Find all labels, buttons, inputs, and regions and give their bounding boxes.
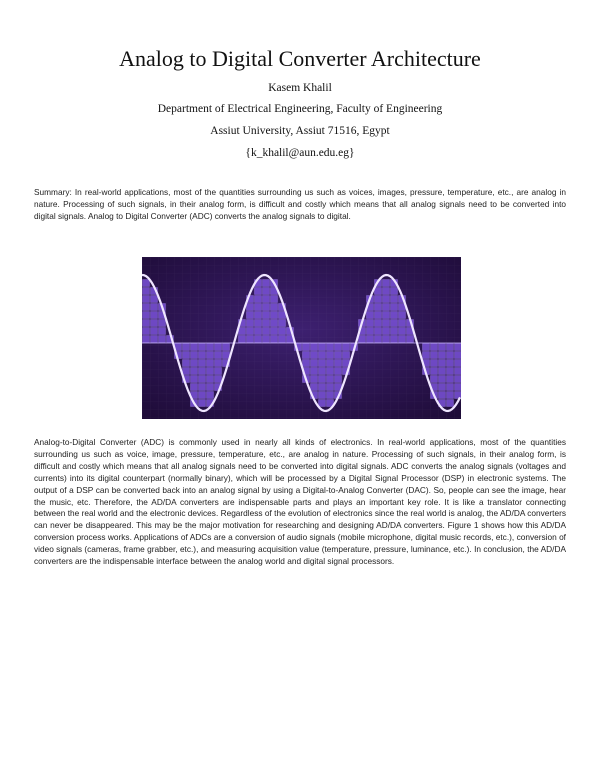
quantization-bar xyxy=(279,336,286,343)
quantization-bar xyxy=(151,312,158,319)
quantization-bar xyxy=(151,304,158,311)
quantization-bar xyxy=(375,288,382,295)
quantization-bar xyxy=(375,304,382,311)
quantization-bar xyxy=(439,352,446,359)
summary-paragraph: Summary: In real-world applications, most of the quantities surrounding us such as voices, images, pressure, temperature, etc., are analog in nature. Processing of such signals, in their analog form, is difficult and costly which means that all analog signals need to be converted into digital signals. Analog to Digital Converter (ADC) converts the analog signals to digital. xyxy=(34,187,566,221)
quantization-bar xyxy=(399,328,406,335)
quantization-bar xyxy=(455,344,462,351)
quantization-bar xyxy=(263,328,270,335)
quantization-bar xyxy=(375,296,382,303)
quantization-bar xyxy=(151,328,158,335)
quantization-bar xyxy=(367,320,374,327)
quantization-bar xyxy=(335,368,342,375)
quantization-bar xyxy=(399,336,406,343)
quantization-bar xyxy=(143,280,150,287)
quantization-bar xyxy=(319,400,326,407)
quantization-bar xyxy=(399,320,406,327)
quantization-bar xyxy=(319,360,326,367)
quantization-bar xyxy=(327,384,334,391)
quantization-bar xyxy=(199,384,206,391)
quantization-bar xyxy=(375,328,382,335)
quantization-bar xyxy=(423,344,430,351)
quantization-bar xyxy=(431,360,438,367)
quantization-bar xyxy=(255,288,262,295)
quantization-bar xyxy=(247,320,254,327)
quantization-bar xyxy=(455,368,462,375)
quantization-bar xyxy=(367,328,374,335)
quantization-bar xyxy=(271,296,278,303)
quantization-bar xyxy=(271,336,278,343)
quantization-bar xyxy=(215,352,222,359)
quantization-bar xyxy=(199,368,206,375)
quantization-bar xyxy=(263,296,270,303)
quantization-bar xyxy=(407,336,414,343)
author-name: Kasem Khalil xyxy=(268,82,332,94)
quantization-bar xyxy=(207,344,214,351)
quantization-bar xyxy=(199,344,206,351)
quantization-bar xyxy=(255,296,262,303)
quantization-bar xyxy=(271,304,278,311)
quantization-bar xyxy=(143,288,150,295)
quantization-bar xyxy=(319,376,326,383)
quantization-bar xyxy=(399,312,406,319)
quantization-bar xyxy=(367,336,374,343)
quantization-bar xyxy=(447,400,454,407)
quantization-bar xyxy=(383,304,390,311)
quantization-bar xyxy=(447,376,454,383)
quantization-bar xyxy=(263,312,270,319)
quantization-bar xyxy=(383,336,390,343)
quantization-bar xyxy=(319,392,326,399)
quantization-bar xyxy=(279,320,286,327)
quantization-bar xyxy=(239,328,246,335)
quantization-bar xyxy=(151,336,158,343)
department: Department of Electrical Engineering, Faculty of Engineering xyxy=(157,103,443,115)
quantization-bar xyxy=(191,344,198,351)
quantization-bar xyxy=(391,336,398,343)
quantization-bar xyxy=(191,384,198,391)
quantization-bar xyxy=(311,384,318,391)
quantization-bar xyxy=(223,352,230,359)
quantization-bar xyxy=(263,280,270,287)
quantization-bar xyxy=(247,328,254,335)
quantization-bar xyxy=(247,336,254,343)
quantization-bar xyxy=(335,352,342,359)
quantization-bar xyxy=(191,376,198,383)
sampled-sine-wave-illustration xyxy=(142,257,461,419)
quantization-bar xyxy=(215,376,222,383)
quantization-bar xyxy=(335,376,342,383)
quantization-bar xyxy=(447,344,454,351)
quantization-bar xyxy=(439,384,446,391)
quantization-bar xyxy=(391,320,398,327)
quantization-bar xyxy=(199,376,206,383)
quantization-bar xyxy=(359,336,366,343)
quantization-bar xyxy=(223,344,230,351)
quantization-bar xyxy=(319,352,326,359)
quantization-bar xyxy=(247,312,254,319)
quantization-bar xyxy=(143,336,150,343)
quantization-bar xyxy=(319,368,326,375)
quantization-bar xyxy=(431,352,438,359)
quantization-bar xyxy=(255,304,262,311)
quantization-bar xyxy=(439,392,446,399)
quantization-bar xyxy=(207,352,214,359)
quantization-bar xyxy=(383,288,390,295)
quantization-bar xyxy=(191,368,198,375)
quantization-bar xyxy=(271,320,278,327)
quantization-bar xyxy=(303,352,310,359)
quantization-bar xyxy=(311,376,318,383)
quantization-bar xyxy=(271,328,278,335)
quantization-bar xyxy=(151,320,158,327)
quantization-bar xyxy=(327,376,334,383)
quantization-bar xyxy=(375,320,382,327)
quantization-bar xyxy=(375,312,382,319)
quantization-bar xyxy=(447,392,454,399)
quantization-bar xyxy=(455,360,462,367)
quantization-bar xyxy=(143,320,150,327)
quantization-bar xyxy=(319,384,326,391)
quantization-bar xyxy=(143,304,150,311)
quantization-bar xyxy=(439,368,446,375)
quantization-bar xyxy=(183,352,190,359)
quantization-bar xyxy=(303,360,310,367)
quantization-bar xyxy=(303,344,310,351)
quantization-bar xyxy=(327,368,334,375)
quantization-bar xyxy=(207,360,214,367)
quantization-bar xyxy=(367,312,374,319)
quantization-bar xyxy=(199,352,206,359)
quantization-bar xyxy=(391,288,398,295)
quantization-bar xyxy=(383,320,390,327)
quantization-bar xyxy=(191,360,198,367)
quantization-bar xyxy=(327,352,334,359)
university: Assiut University, Assiut 71516, Egypt xyxy=(210,125,390,137)
quantization-bar xyxy=(431,376,438,383)
quantization-bar xyxy=(455,352,462,359)
quantization-bar xyxy=(255,336,262,343)
quantization-bar xyxy=(319,344,326,351)
quantization-bar xyxy=(447,384,454,391)
quantization-bar xyxy=(215,344,222,351)
quantization-bar xyxy=(447,360,454,367)
quantization-bar xyxy=(263,320,270,327)
quantization-bar xyxy=(311,360,318,367)
quantization-bar xyxy=(263,336,270,343)
quantization-bar xyxy=(247,304,254,311)
quantization-bar xyxy=(431,368,438,375)
quantization-bar xyxy=(439,376,446,383)
quantization-bar xyxy=(183,360,190,367)
quantization-bar xyxy=(143,328,150,335)
quantization-bar xyxy=(151,296,158,303)
quantization-bar xyxy=(343,344,350,351)
quantization-bar xyxy=(311,352,318,359)
quantization-bar xyxy=(159,328,166,335)
quantization-bar xyxy=(159,336,166,343)
quantization-bar xyxy=(383,280,390,287)
quantization-bar xyxy=(311,344,318,351)
quantization-bar xyxy=(391,304,398,311)
quantization-bar xyxy=(199,392,206,399)
quantization-bar xyxy=(159,320,166,327)
quantization-bar xyxy=(391,328,398,335)
quantization-bar xyxy=(375,336,382,343)
quantization-bar xyxy=(207,392,214,399)
email: {k_khalil@aun.edu.eg} xyxy=(245,147,355,159)
quantization-bar xyxy=(271,312,278,319)
quantization-bar xyxy=(143,296,150,303)
quantization-bar xyxy=(207,368,214,375)
quantization-bar xyxy=(335,344,342,351)
quantization-bar xyxy=(199,360,206,367)
quantization-bar xyxy=(311,368,318,375)
quantization-bar xyxy=(215,368,222,375)
quantization-bar xyxy=(383,328,390,335)
quantization-bar xyxy=(431,344,438,351)
quantization-bar xyxy=(207,376,214,383)
quantization-bar xyxy=(327,360,334,367)
quantization-bar xyxy=(335,360,342,367)
quantization-bar xyxy=(327,344,334,351)
quantization-bar xyxy=(279,312,286,319)
quantization-bar xyxy=(255,328,262,335)
quantization-bar xyxy=(391,312,398,319)
quantization-bar xyxy=(447,368,454,375)
quantization-bar xyxy=(455,376,462,383)
body-paragraph: Analog-to-Digital Converter (ADC) is commonly used in nearly all kinds of electronics. In real-world applications, most of the quantities surrounding us such as voice, image, pressure, temperature, etc., are analog in nature. Processing of such signals, in their analog form, is difficult and costly which means that all analog signals need to be converted into digital signals. ADC converts the analog signals (voltages and currents) into its digital counterpart (normally binary), which will be processed by a Digital Signal Processor (DSP) in electronic systems. The output of a DSP can be converted back into an analog signal by using a Digital-to-Analog Converter (DAC). So, people can see the image, hear the music, etc. Therefore, the AD/DA converters are indispensable parts and plays an important key role. It is like a translator connecting between the real world and the electronic devices. Regardless of the evolution of electronics since the real world is analog, the AD/DA converters can never be disappeared. This may be the major motivation for researching and designing AD/DA converters. Figure 1 shows how this AD/DA conversion process works. Applications of ADCs are a conversion of audio signals (mobile microphone, digital music records, etc.), conversion of video signals (cameras, frame grabber, etc.), and measuring acquisition value (temperature, pressure, luminance, etc.). In conclusion, the AD/DA converters are the indispensable interface between the analog world and digital signal processors. xyxy=(34,437,566,567)
quantization-bar xyxy=(447,352,454,359)
quantization-bar xyxy=(199,400,206,407)
quantization-bar xyxy=(383,296,390,303)
figure-1 xyxy=(142,257,461,419)
quantization-bar xyxy=(423,352,430,359)
quantization-bar xyxy=(239,336,246,343)
quantization-bar xyxy=(455,384,462,391)
paper-title: Analog to Digital Converter Architecture xyxy=(119,46,481,71)
quantization-bar xyxy=(439,344,446,351)
quantization-bar xyxy=(439,360,446,367)
quantization-bar xyxy=(183,368,190,375)
quantization-bar xyxy=(191,352,198,359)
quantization-bar xyxy=(327,392,334,399)
quantization-bar xyxy=(143,312,150,319)
quantization-bar xyxy=(391,296,398,303)
quantization-bar xyxy=(215,360,222,367)
quantization-bar xyxy=(279,328,286,335)
quantization-bar xyxy=(183,344,190,351)
quantization-bar xyxy=(263,304,270,311)
quantization-bar xyxy=(255,312,262,319)
quantization-bar xyxy=(343,352,350,359)
quantization-bar xyxy=(255,320,262,327)
quantization-bar xyxy=(207,384,214,391)
quantization-bar xyxy=(383,312,390,319)
quantization-bar xyxy=(263,288,270,295)
